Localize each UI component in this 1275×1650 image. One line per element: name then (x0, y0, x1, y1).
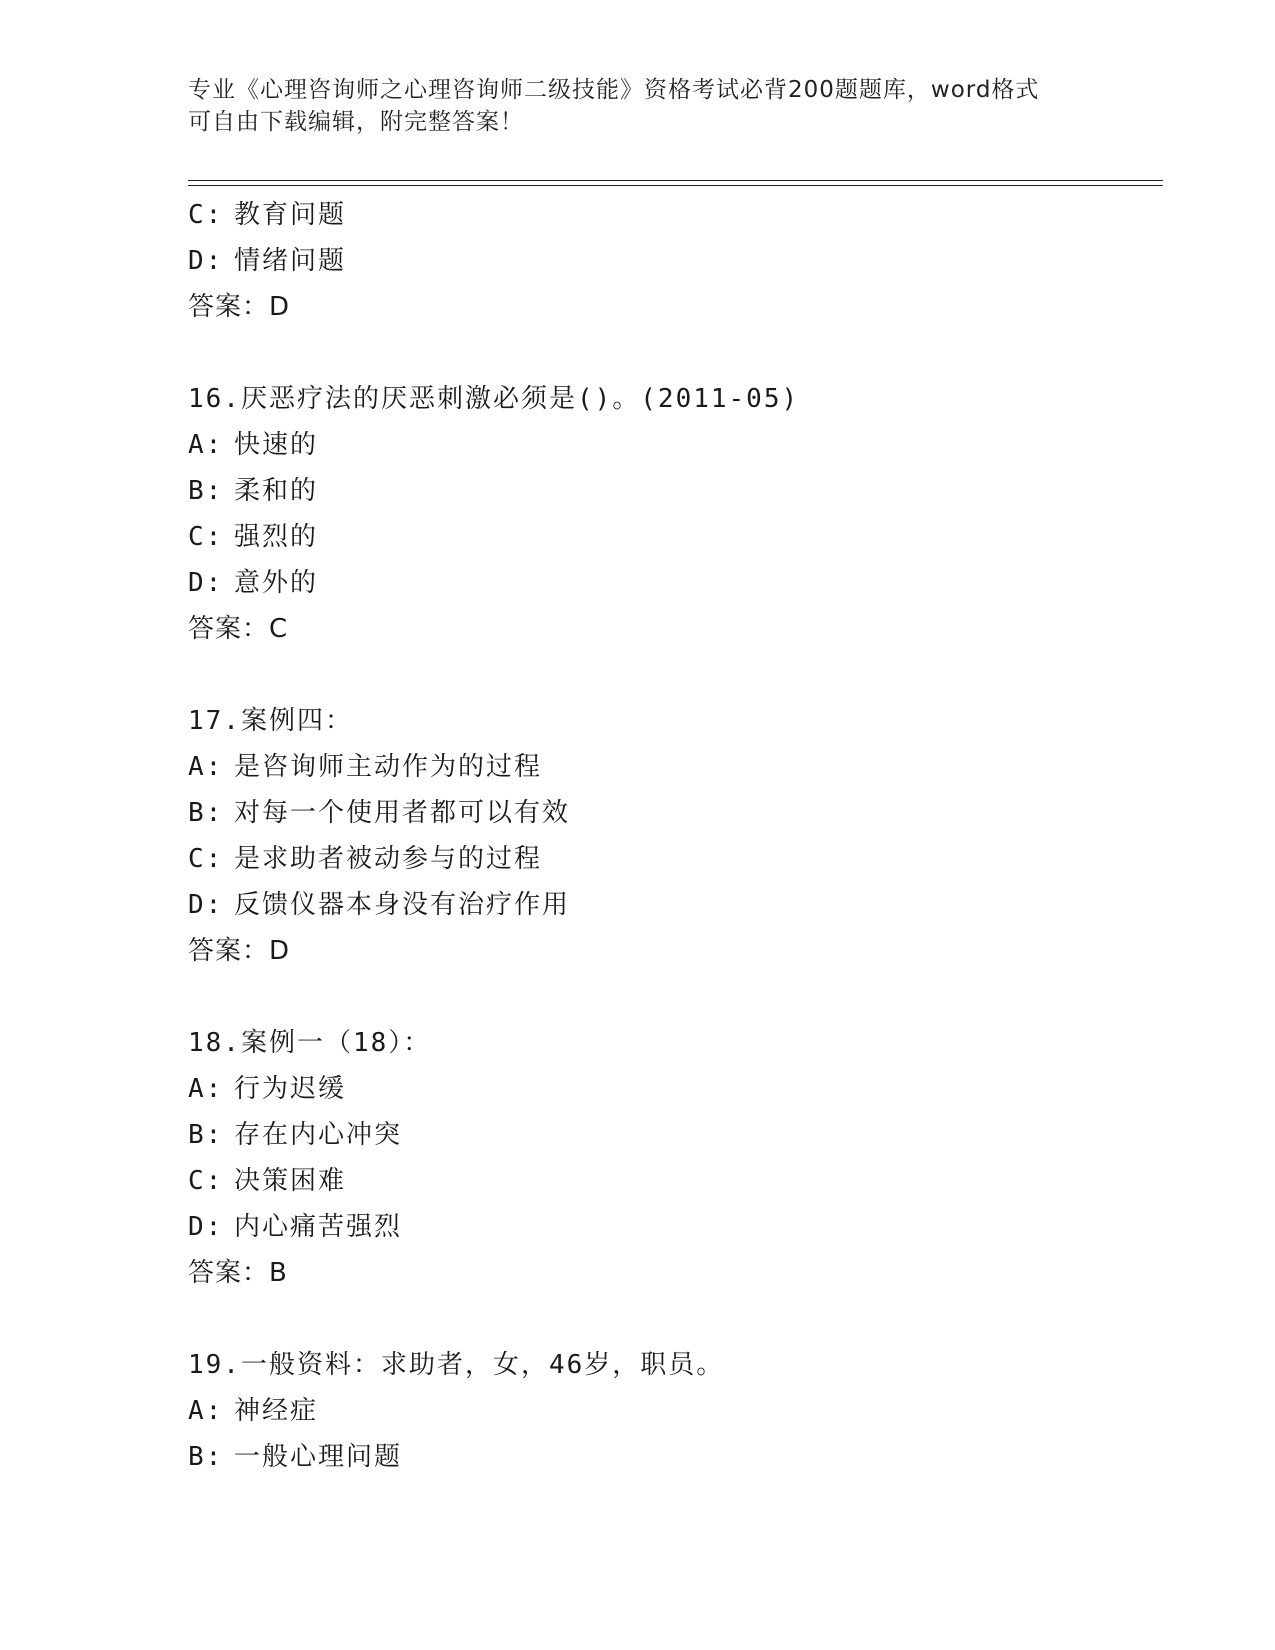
option-row (188, 744, 1148, 790)
answer-text: 答案：D (188, 292, 291, 322)
block-spacer (188, 1296, 1148, 1342)
option-letter: D: (188, 890, 224, 920)
question-text: 18.案例一（18）： (188, 1028, 432, 1058)
question-text: 17.案例四： (188, 706, 353, 736)
option-text: 存在内心冲突 (234, 1120, 403, 1150)
option-letter: D: (188, 1212, 224, 1242)
answer-text: 答案：B (188, 1258, 288, 1288)
option-letter: B: (188, 1442, 224, 1472)
option-text: 强烈的 (234, 522, 319, 552)
option-row (188, 1434, 1148, 1480)
option-letter: A: (188, 1396, 224, 1426)
question-block (188, 698, 1148, 1020)
option-letter: D: (188, 568, 224, 598)
block-spacer (188, 330, 1148, 376)
header-rule-bottom (188, 185, 1163, 186)
option-row (188, 1112, 1148, 1158)
option-letter: B: (188, 476, 224, 506)
option-text: 是求助者被动参与的过程 (234, 844, 543, 874)
option-text: 神经症 (234, 1396, 319, 1426)
option-letter: D: (188, 246, 224, 276)
question-block (188, 1020, 1148, 1342)
option-text: 柔和的 (234, 476, 319, 506)
option-text: 反馈仪器本身没有治疗作用 (234, 890, 571, 920)
option-row (188, 790, 1148, 836)
option-row (188, 1066, 1148, 1112)
option-letter: A: (188, 752, 224, 782)
option-letter: C: (188, 844, 224, 874)
option-text: 一般心理问题 (234, 1442, 403, 1472)
option-text: 情绪问题 (234, 246, 347, 276)
option-row (188, 882, 1148, 928)
option-row (188, 560, 1148, 606)
answer-text: 答案：D (188, 936, 291, 966)
question-block (188, 1342, 1148, 1480)
option-text: 意外的 (234, 568, 319, 598)
option-row (188, 422, 1148, 468)
option-letter: A: (188, 430, 224, 460)
question-text: 19.一般资料：求助者，女，46岁，职员。 (188, 1350, 725, 1380)
question-block (188, 376, 1148, 698)
option-row (188, 468, 1148, 514)
option-row (188, 238, 1148, 284)
header-line-1: 专业《心理咨询师之心理咨询师二级技能》资格考试必背200题题库，word格式 (188, 77, 1040, 103)
option-row (188, 1158, 1148, 1204)
option-letter: A: (188, 1074, 224, 1104)
option-letter: B: (188, 798, 224, 828)
option-text: 内心痛苦强烈 (234, 1212, 403, 1242)
option-letter: C: (188, 1166, 224, 1196)
option-letter: B: (188, 1120, 224, 1150)
option-row (188, 836, 1148, 882)
option-row (188, 1204, 1148, 1250)
option-row (188, 514, 1148, 560)
option-text: 行为迟缓 (234, 1074, 347, 1104)
header-rule-top (188, 180, 1163, 181)
option-text: 是咨询师主动作为的过程 (234, 752, 543, 782)
option-letter: C: (188, 522, 224, 552)
document-header (188, 74, 1088, 138)
option-text: 决策困难 (234, 1166, 347, 1196)
option-text: 快速的 (234, 430, 319, 460)
option-text: 对每一个使用者都可以有效 (234, 798, 571, 828)
option-row (188, 192, 1148, 238)
option-letter: C: (188, 200, 224, 230)
option-row (188, 1388, 1148, 1434)
question-text: 16.厌恶疗法的厌恶刺激必须是()。(2011-05) (188, 384, 800, 414)
block-spacer (188, 974, 1148, 1020)
question-list (188, 192, 1148, 1480)
question-block (188, 192, 1148, 376)
block-spacer (188, 652, 1148, 698)
option-text: 教育问题 (234, 200, 347, 230)
answer-text: 答案：C (188, 614, 289, 644)
header-line-2: 可自由下载编辑，附完整答案！ (188, 109, 524, 135)
